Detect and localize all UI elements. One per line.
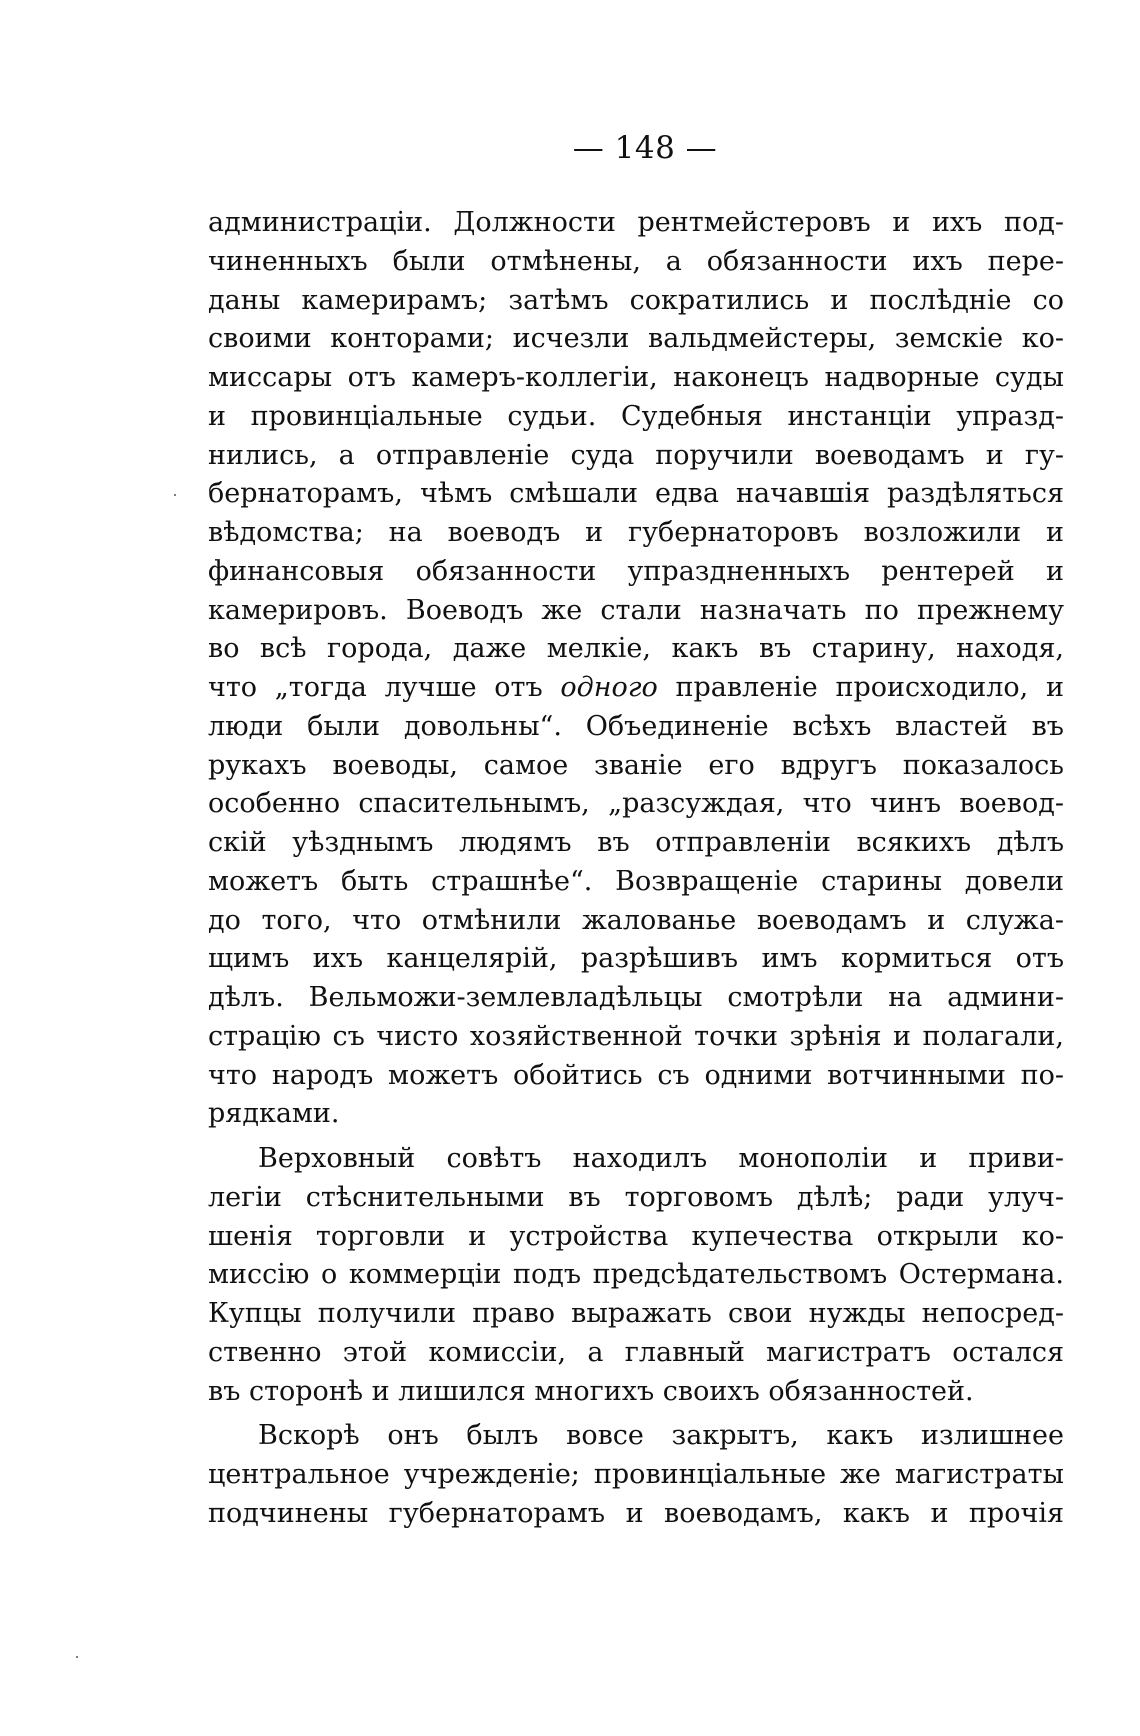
- text-line: люди были довольны“. Объединеніе всѣхъ властей въ: [208, 710, 1064, 742]
- text-line: даны камерирамъ; затѣмъ сократились и послѣдніе со: [208, 284, 1064, 316]
- text-line-with-italic: [208, 669, 1064, 708]
- text-line: нились, а отправленіе суда поручили воеводамъ и гу-: [208, 439, 1064, 471]
- text-line: можетъ быть страшнѣе“. Возвращеніе старины довели: [208, 865, 1064, 897]
- text-line: особенно спасительнымъ, „разсуждая, что чинъ воевод-: [208, 788, 1064, 820]
- text-line: камерировъ. Воеводъ же стали назначать по прежнему: [208, 594, 1064, 626]
- text-line: подчинены губернаторамъ и воеводамъ, какъ и прочія: [208, 1497, 1064, 1529]
- text-line: рядками.: [208, 1098, 340, 1130]
- paragraph-supreme-council: [208, 1140, 1064, 1411]
- text-line: легіи стѣснительными въ торговомъ дѣлѣ; ради улуч-: [208, 1181, 1064, 1213]
- text-line: своими конторами; исчезли вальдмейстеры, земскіе ко-: [208, 323, 1064, 355]
- text-line: Вскорѣ онъ былъ вовсе закрытъ, какъ излишнее: [258, 1420, 1064, 1452]
- text-line: бернаторамъ, чѣмъ смѣшали едва начавшія раздѣляться: [208, 478, 1064, 510]
- paragraph-administration: [208, 204, 1064, 1134]
- text-line: страцію съ чисто хозяйственной точки зрѣнія и полагали,: [208, 1020, 1064, 1052]
- text-line: центральное учрежденіе; провинціальные же магистраты: [208, 1459, 1064, 1490]
- text-line: шенія торговли и устройства купечества открыли ко-: [208, 1220, 1064, 1252]
- text-line: и провинціальные судьи. Судебныя инстанціи упразд-: [208, 400, 1064, 432]
- text-line: скій уѣзднымъ людямъ въ отправленіи всякихъ дѣлъ: [208, 827, 1064, 858]
- body-text: [208, 204, 1064, 1534]
- text-line: миссію о коммерціи подъ предсѣдательствомъ Остермана.: [208, 1259, 1064, 1291]
- text-line: вѣдомства; на воеводъ и губернаторовъ возложили и: [208, 517, 1064, 548]
- text-line: Верховный совѣтъ находилъ монополіи и приви-: [258, 1143, 1064, 1174]
- text-line: щимъ ихъ канцелярій, разрѣшивъ имъ кормиться отъ: [208, 943, 1064, 975]
- page-number: — 148 —: [572, 130, 718, 166]
- text-line: администраціи. Должности рентмейстеровъ и ихъ под-: [208, 207, 1064, 238]
- text-line: что народъ можетъ обойтись съ одними вотчинными по-: [208, 1059, 1064, 1091]
- text-line: финансовыя обязанности упраздненныхъ рентерей и: [208, 555, 1064, 587]
- text-fragment: правленіе происходило, и: [657, 672, 1064, 703]
- text-fragment: что „тогда лучше отъ: [208, 672, 561, 703]
- paragraph-magistrate-closed: [208, 1417, 1064, 1533]
- scan-speck: [76, 1656, 78, 1658]
- italic-word: одного: [560, 672, 658, 703]
- text-line: дѣлъ. Вельможи-землевладѣльцы смотрѣли на админи-: [208, 982, 1064, 1013]
- text-line: чиненныхъ были отмѣнены, а обязанности ихъ пере-: [208, 245, 1064, 277]
- text-line: Купцы получили право выражать свои нужды непосред-: [208, 1298, 1064, 1329]
- text-line: въ сторонѣ и лишился многихъ своихъ обязанностей.: [208, 1375, 974, 1407]
- text-line: ственно этой комиссіи, а главный магистратъ остался: [208, 1336, 1064, 1368]
- scan-speck: [174, 494, 176, 496]
- text-line: рукахъ воеводы, самое званіе его вдругъ показалось: [208, 749, 1064, 781]
- text-line: во всѣ города, даже мелкіе, какъ въ старину, находя,: [208, 633, 1064, 665]
- text-line: миссары отъ камеръ-коллегіи, наконецъ надворные суды: [208, 362, 1064, 393]
- text-line: до того, что отмѣнили жалованье воеводамъ и служа-: [208, 904, 1064, 936]
